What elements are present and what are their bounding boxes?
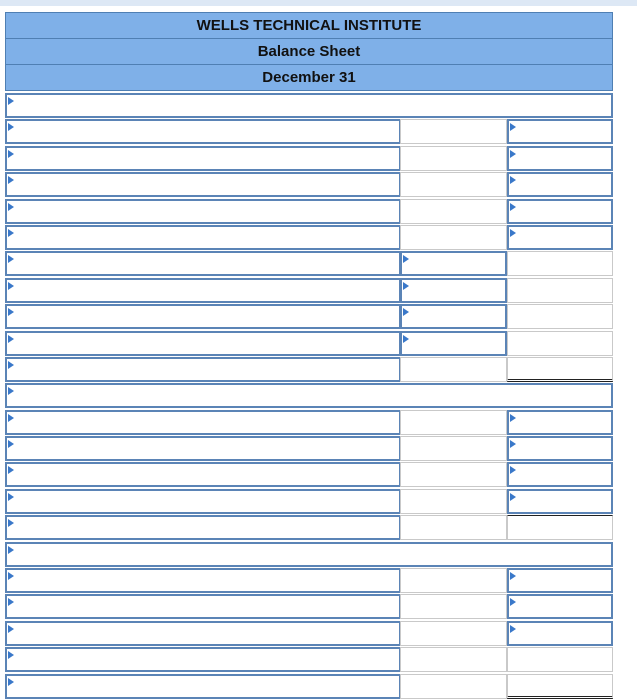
account-dropdown[interactable] (5, 331, 401, 356)
amount-input[interactable] (507, 462, 613, 487)
balance-sheet-form (5, 12, 613, 700)
input-arrow-icon (510, 176, 516, 184)
amount-input[interactable] (507, 621, 613, 646)
line-row (5, 436, 613, 462)
grand-total-row (5, 674, 613, 700)
amount-input[interactable] (507, 119, 613, 144)
line-row (5, 647, 613, 673)
dropdown-arrow-icon (8, 387, 14, 395)
blank-cell (507, 278, 613, 303)
input-arrow-icon (403, 335, 409, 343)
dropdown-arrow-icon (8, 123, 14, 131)
amount-input[interactable] (507, 410, 613, 435)
blank-cell (400, 489, 507, 514)
account-dropdown[interactable] (5, 621, 401, 646)
blank-cell (507, 647, 613, 672)
subtotal-row (5, 515, 613, 541)
account-dropdown[interactable] (5, 199, 401, 224)
section-heading-dropdown[interactable] (5, 542, 613, 567)
input-arrow-icon (403, 308, 409, 316)
section-heading-row-3 (5, 542, 613, 568)
input-arrow-icon (510, 598, 516, 606)
blank-cell (400, 119, 507, 144)
company-name: WELLS TECHNICAL INSTITUTE (5, 12, 613, 39)
account-dropdown[interactable] (5, 436, 401, 461)
line-row (5, 568, 613, 594)
amount-input[interactable] (400, 304, 507, 329)
blank-cell (400, 621, 507, 646)
blank-cell (400, 515, 507, 540)
dropdown-arrow-icon (8, 678, 14, 686)
input-arrow-icon (510, 493, 516, 501)
line-row (5, 489, 613, 515)
dropdown-arrow-icon (8, 546, 14, 554)
account-dropdown[interactable] (5, 489, 401, 514)
statement-date: December 31 (5, 64, 613, 91)
blank-cell (400, 594, 507, 619)
line-row (5, 331, 613, 357)
input-arrow-icon (510, 414, 516, 422)
input-arrow-icon (510, 229, 516, 237)
dropdown-arrow-icon (8, 150, 14, 158)
line-row (5, 621, 613, 647)
input-arrow-icon (510, 466, 516, 474)
blank-cell (400, 410, 507, 435)
input-arrow-icon (510, 440, 516, 448)
dropdown-arrow-icon (8, 229, 14, 237)
dropdown-arrow-icon (8, 466, 14, 474)
subtotal-cell (507, 515, 613, 540)
amount-input[interactable] (507, 436, 613, 461)
amount-input[interactable] (400, 331, 507, 356)
section-heading-row-1 (5, 93, 613, 119)
amount-input[interactable] (507, 568, 613, 593)
blank-cell (400, 146, 507, 171)
line-row (5, 594, 613, 620)
account-dropdown[interactable] (5, 357, 401, 382)
amount-input[interactable] (507, 225, 613, 250)
account-dropdown[interactable] (5, 172, 401, 197)
input-arrow-icon (510, 150, 516, 158)
total-cell (507, 357, 613, 382)
blank-cell (400, 199, 507, 224)
account-dropdown[interactable] (5, 119, 401, 144)
account-dropdown[interactable] (5, 410, 401, 435)
dropdown-arrow-icon (8, 440, 14, 448)
account-dropdown[interactable] (5, 568, 401, 593)
dropdown-arrow-icon (8, 176, 14, 184)
section-heading-dropdown[interactable] (5, 383, 613, 408)
amount-input[interactable] (400, 251, 507, 276)
top-strip (0, 0, 637, 6)
blank-cell (400, 436, 507, 461)
line-row (5, 172, 613, 198)
account-dropdown[interactable] (5, 304, 401, 329)
amount-input[interactable] (400, 278, 507, 303)
blank-cell (507, 331, 613, 356)
amount-input[interactable] (507, 489, 613, 514)
dropdown-arrow-icon (8, 308, 14, 316)
line-row (5, 251, 613, 277)
account-dropdown[interactable] (5, 462, 401, 487)
dropdown-arrow-icon (8, 414, 14, 422)
account-dropdown[interactable] (5, 515, 401, 540)
amount-input[interactable] (507, 172, 613, 197)
dropdown-arrow-icon (8, 335, 14, 343)
dropdown-arrow-icon (8, 493, 14, 501)
input-arrow-icon (403, 282, 409, 290)
dropdown-arrow-icon (8, 651, 14, 659)
amount-input[interactable] (507, 199, 613, 224)
blank-cell (400, 225, 507, 250)
dropdown-arrow-icon (8, 572, 14, 580)
account-dropdown[interactable] (5, 647, 401, 672)
account-dropdown[interactable] (5, 278, 401, 303)
blank-cell (400, 172, 507, 197)
line-row (5, 410, 613, 436)
grand-total-cell (507, 674, 613, 699)
dropdown-arrow-icon (8, 519, 14, 527)
dropdown-arrow-icon (8, 282, 14, 290)
statement-title: Balance Sheet (5, 38, 613, 65)
dropdown-arrow-icon (8, 255, 14, 263)
section-heading-row-2 (5, 383, 613, 409)
line-row (5, 119, 613, 145)
input-arrow-icon (510, 625, 516, 633)
blank-cell (400, 357, 507, 382)
dropdown-arrow-icon (8, 203, 14, 211)
line-row (5, 225, 613, 251)
amount-input[interactable] (507, 594, 613, 619)
account-dropdown[interactable] (5, 251, 401, 276)
account-dropdown[interactable] (5, 674, 401, 699)
input-arrow-icon (510, 203, 516, 211)
line-row (5, 199, 613, 225)
line-row (5, 462, 613, 488)
section-heading-dropdown[interactable] (5, 93, 613, 118)
blank-cell (507, 304, 613, 329)
line-row (5, 304, 613, 330)
account-dropdown[interactable] (5, 146, 401, 171)
blank-cell (400, 647, 507, 672)
blank-cell (400, 568, 507, 593)
line-row (5, 146, 613, 172)
dropdown-arrow-icon (8, 97, 14, 105)
input-arrow-icon (510, 572, 516, 580)
blank-cell (400, 462, 507, 487)
dropdown-arrow-icon (8, 361, 14, 369)
total-row (5, 357, 613, 383)
account-dropdown[interactable] (5, 594, 401, 619)
line-row (5, 278, 613, 304)
dropdown-arrow-icon (8, 625, 14, 633)
blank-cell (507, 251, 613, 276)
input-arrow-icon (510, 123, 516, 131)
blank-cell (400, 674, 507, 699)
amount-input[interactable] (507, 146, 613, 171)
dropdown-arrow-icon (8, 598, 14, 606)
account-dropdown[interactable] (5, 225, 401, 250)
input-arrow-icon (403, 255, 409, 263)
